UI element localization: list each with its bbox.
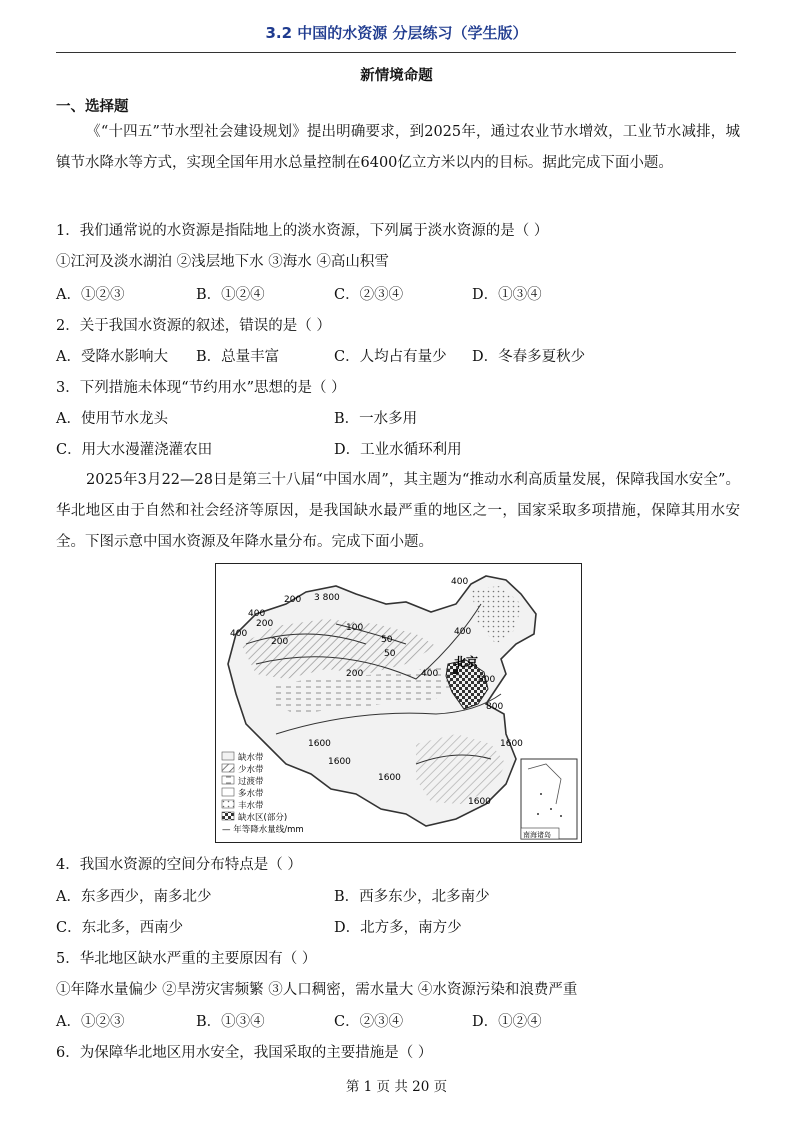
isoline-label: 400: [421, 669, 439, 679]
isoline-label: 1600: [308, 739, 331, 749]
passage-2: [56, 465, 740, 558]
q1-option-b[interactable]: B．①②④: [196, 287, 265, 303]
isoline-label: 200: [346, 669, 364, 679]
q3-option-b[interactable]: B．一水多用: [334, 411, 418, 427]
isoline-label: 200: [256, 619, 274, 629]
q5-option-a[interactable]: A．①②③: [56, 1014, 125, 1030]
q2-option-d[interactable]: D．冬春多夏秋少: [472, 349, 586, 365]
legend-label: 缺水带: [238, 753, 264, 763]
isoline-label: 400: [230, 629, 248, 639]
legend-label: — 年等降水量线/mm: [222, 825, 304, 835]
china-water-map: [215, 563, 582, 843]
question-3-stem: 3．下列措施未体现“节约用水”思想的是（ ）: [56, 380, 346, 396]
legend-label: 过渡带: [238, 777, 264, 787]
isoline-label: 50: [384, 649, 396, 659]
isoline-label: 400: [248, 609, 266, 619]
isoline-label: 1600: [468, 797, 491, 807]
legend-label: 缺水区(部分): [238, 813, 288, 823]
section-heading: 一、选择题: [56, 99, 129, 115]
q2-option-b[interactable]: B．总量丰富: [196, 349, 280, 365]
legend-label: 多水带: [238, 789, 264, 799]
q3-option-a[interactable]: A．使用节水龙头: [56, 411, 168, 427]
isoline-label: 1600: [378, 773, 401, 783]
isoline-label: 800: [478, 675, 496, 685]
south-china-sea-inset: [521, 759, 577, 839]
q1-option-a[interactable]: A．①②③: [56, 287, 125, 303]
isoline-label: 800: [486, 702, 504, 712]
q2-option-c[interactable]: C．人均占有量少: [334, 349, 447, 365]
q3-option-d[interactable]: D．工业水循环利用: [334, 442, 462, 458]
question-5-items: ①年降水量偏少 ②旱涝灾害频繁 ③人口稠密，需水量大 ④水资源污染和浪费严重: [56, 982, 578, 998]
question-6-stem: 6．为保障华北地区用水安全，我国采取的主要措施是（ ）: [56, 1045, 433, 1061]
q3-option-c[interactable]: C．用大水漫灌浇灌农田: [56, 442, 213, 458]
q4-option-d[interactable]: D．北方多，南方少: [334, 920, 462, 936]
question-1-items: ①江河及淡水湖泊 ②浅层地下水 ③海水 ④高山积雪: [56, 254, 389, 270]
q5-option-d[interactable]: D．①②④: [472, 1014, 542, 1030]
isoline-label: 1600: [328, 757, 351, 767]
passage-1-text: 《“十四五”节水型社会建设规划》提出明确要求，到2025年，通过农业节水增效，工业节水减排，城镇节水降水等方式，实现全国年用水总量控制在6400亿立方米以内的目标。据此完成下面小题。: [56, 124, 740, 171]
header-divider: [56, 52, 736, 53]
isoline-label: 100: [346, 623, 364, 633]
isoline-label: 3 800: [314, 593, 340, 603]
beijing-marker: [453, 669, 458, 674]
legend-label: 丰水带: [238, 801, 264, 811]
isoline-label: 50: [381, 635, 393, 645]
inset-label: 南海诸岛: [523, 831, 551, 839]
page-footer: 第 1 页 共 20 页: [345, 1079, 448, 1095]
isoline-label: 400: [451, 577, 469, 587]
q5-option-b[interactable]: B．①③④: [196, 1014, 265, 1030]
passage-1: [56, 117, 740, 179]
question-2-stem: 2．关于我国水资源的叙述，错误的是（ ）: [56, 318, 331, 334]
q2-option-a[interactable]: A．受降水影响大: [56, 349, 168, 365]
question-5-stem: 5．华北地区缺水严重的主要原因有（ ）: [56, 951, 317, 967]
q1-option-c[interactable]: C．②③④: [334, 287, 404, 303]
q1-option-d[interactable]: D．①③④: [472, 287, 542, 303]
q4-option-c[interactable]: C．东北多，西南少: [56, 920, 184, 936]
isoline-label: 200: [271, 637, 289, 647]
passage-2-text: 2025年3月22—28日是第三十八届“中国水周”，其主题为“推动水利高质量发展，保障我国水安全”。华北地区由于自然和社会经济等原因，是我国缺水最严重的地区之一，国家采取多项措施，保障其用水安全。下图示意中国水资源及年降水量分布。完成下面小题。: [56, 472, 740, 550]
q4-option-b[interactable]: B．西多东少，北多南少: [334, 889, 490, 905]
isoline-label: 400: [454, 627, 472, 637]
isoline-label: 1600: [500, 739, 523, 749]
q4-option-a[interactable]: A．东多西少，南多北少: [56, 889, 212, 905]
question-1-stem: 1．我们通常说的水资源是指陆地上的淡水资源，下列属于淡水资源的是（ ）: [56, 223, 549, 239]
china-water-map-svg: [216, 564, 581, 842]
q5-option-c[interactable]: C．②③④: [334, 1014, 404, 1030]
isoline-label: 200: [284, 595, 302, 605]
legend-label: 少水带: [238, 765, 264, 775]
document-header-title: 3.2 中国的水资源 分层练习（学生版）: [265, 24, 528, 42]
section-title: 新情境命题: [360, 68, 433, 84]
question-4-stem: 4．我国水资源的空间分布特点是（ ）: [56, 857, 302, 873]
beijing-label: 北京: [454, 655, 479, 669]
